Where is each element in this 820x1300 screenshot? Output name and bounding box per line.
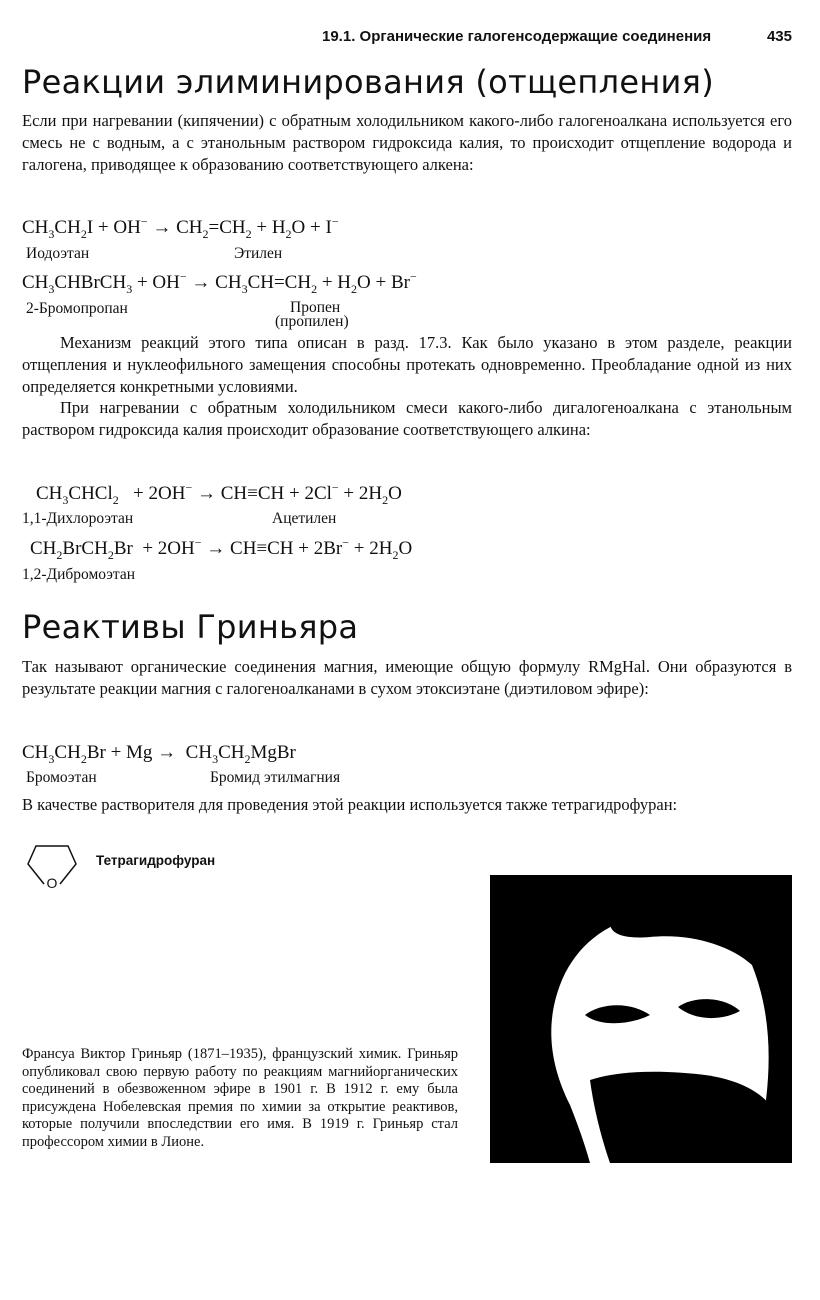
- label-propylene: (пропилен): [275, 313, 349, 330]
- grignard-caption: Франсуа Виктор Гриньяр (1871–1935), французский химик. Гриньяр опубликовал свою первую работу по реакциям магнийорганических соединений в обезвоженном эфире в 1901 г. В 1912 г. ему была присуждена Нобелевская премия по химии за открытие реактивов, которые получили впоследствии его имя. В 1919 г. Гриньяр стал профессором химии в Лионе.: [22, 1046, 458, 1150]
- grignard-intro: Так называют органические соединения магния, имеющие общую формулу RMgHal. Они образуются в результате реакции магния с галогеноалканами в сухом этоксиэтане (диэтиловом эфире):: [22, 657, 792, 698]
- mechanism-paragraph: Механизм реакций этого типа описан в разд. 17.3. Как было указано в этом разделе, реакции отщепления и нуклеофильного замещения способны протекать одновременно. Преобладание одной из них определяется конкретными условиями.: [22, 333, 792, 396]
- tetrahydrofuran-label: Тетрагидрофуран: [96, 853, 216, 868]
- label-propene: Пропен: [290, 299, 341, 316]
- solvent-paragraph: В качестве растворителя для проведения этой реакции используется также тетрагидрофуран:: [22, 795, 678, 814]
- running-title: 19.1. Органические галогенсодержащие соединения: [322, 28, 712, 45]
- equation-bromopropane: $CH_3CHBrCH_3 + OH^- \to CH_3CH=CH_2 + H_2O + Br^-$: [22, 269, 417, 296]
- label-acetylene: Ацетилен: [272, 510, 337, 527]
- tetrahydrofuran-structure: [22, 840, 82, 890]
- equation-grignard: $CH_3CH_2Br + Mg$ → $CH_3CH_2MgBr$: [22, 742, 296, 766]
- equation-dichloroethane: $CH_3CHCl_2 + 2OH^- \to CH\equiv CH + 2Cl^- + 2H_2O$: [36, 480, 402, 507]
- section-title-elimination: Реакции элиминирования (отщепления): [22, 63, 714, 101]
- page-number: 435: [766, 28, 792, 45]
- label-dichloroethane: 1,1-Дихлороэтан: [22, 510, 134, 527]
- equation-dibromoethane: $CH_2BrCH_2Br + 2OH^- \to CH\equiv CH + 2Br^- + 2H_2O$: [30, 535, 413, 562]
- label-dibromoethane: 1,2-Дибромоэтан: [22, 566, 136, 583]
- label-ethylmagnesium-bromide: Бромид этилмагния: [210, 769, 341, 786]
- label-bromoethane: Бромоэтан: [26, 769, 97, 786]
- oxygen-atom: O: [46, 875, 58, 890]
- grignard-portrait-photo: [490, 875, 792, 1163]
- label-ethylene: Этилен: [234, 245, 283, 262]
- dihaloalkane-paragraph: При нагревании с обратным холодильником смеси какого-либо дигалогеноалкана с этанольным раствором гидроксида калия происходит образование соответствующего алкина:: [22, 398, 792, 439]
- running-header: [322, 28, 792, 45]
- equation-iodoethane: $CH_3CH_2I + OH^- \to CH_2=CH_2 + H_2O + I^-$: [22, 214, 339, 241]
- label-iodoethane: Иодоэтан: [26, 245, 90, 262]
- label-2-bromopropane: 2-Бромопропан: [26, 300, 128, 317]
- section-title-grignard: Реактивы Гриньяра: [22, 608, 359, 646]
- elimination-intro: Если при нагревании (кипячении) с обратным холодильником какого-либо галогеноалкана используется его смесь не с водным, а с этанольным раствором гидроксида калия, то происходит отщепление водорода и галогена, приводящее к образованию соответствующего алкена:: [22, 111, 792, 174]
